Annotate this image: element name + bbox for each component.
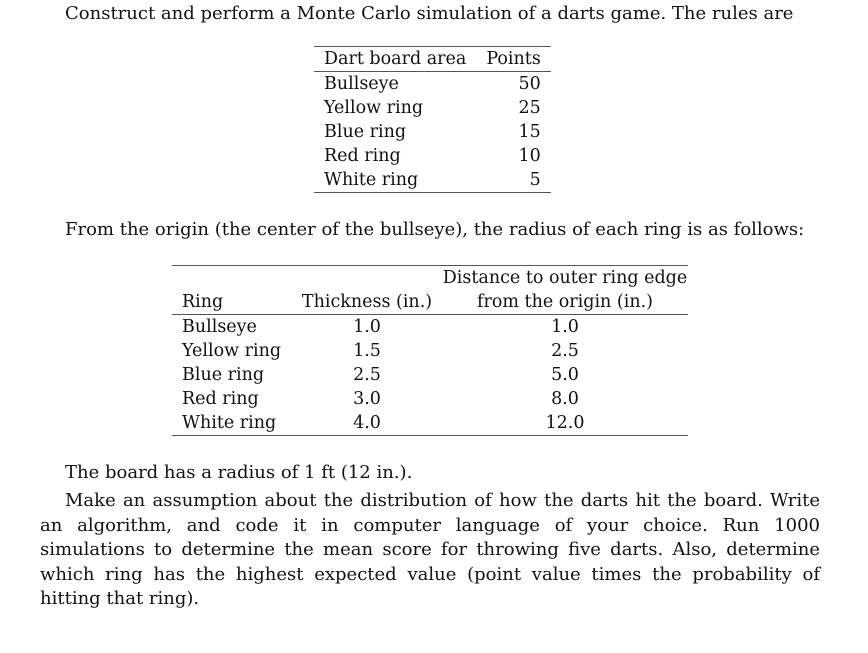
distance-cell: 2.5: [551, 341, 579, 361]
table-row: [314, 96, 551, 120]
table-row: [172, 339, 688, 363]
table-row: [314, 144, 551, 168]
points-cell: 10: [518, 146, 541, 166]
header-points: Points: [486, 49, 541, 69]
area-cell: Bullseye: [324, 74, 399, 94]
radius-intro-text: From the origin (the center of the bullseye), the radius of each ring is as follows:: [65, 219, 805, 240]
area-cell: White ring: [324, 170, 419, 190]
distance-cell: 1.0: [551, 317, 579, 337]
ring-cell: Blue ring: [182, 365, 265, 385]
header-area: Dart board area: [324, 49, 467, 69]
thickness-cell: 3.0: [353, 389, 381, 409]
points-cell: 25: [518, 98, 541, 118]
radius-table-header-top: [172, 266, 688, 291]
distance-cell: 12.0: [545, 413, 585, 433]
area-cell: Red ring: [324, 146, 401, 166]
area-cell: Blue ring: [324, 122, 407, 142]
area-cell: Yellow ring: [324, 98, 424, 118]
ring-cell: Bullseye: [182, 317, 257, 337]
table-row: [314, 120, 551, 144]
table-row: [314, 168, 551, 193]
ring-cell: Red ring: [182, 389, 259, 409]
header-distance-line1: Distance to outer ring edge: [442, 268, 688, 288]
distance-cell: 8.0: [551, 389, 579, 409]
header-thickness: Thickness (in.): [301, 292, 433, 312]
points-cell: 15: [518, 122, 541, 142]
table-row: [172, 387, 688, 411]
distance-cell: 5.0: [551, 365, 579, 385]
thickness-cell: 4.0: [353, 413, 381, 433]
table-row: [172, 315, 688, 340]
thickness-cell: 2.5: [353, 365, 381, 385]
thickness-cell: 1.5: [353, 341, 381, 361]
table-row: [314, 72, 551, 97]
table-row: [172, 363, 688, 387]
intro-text: Construct and perform a Monte Carlo simulation of a darts game. The rules are: [65, 3, 794, 24]
radius-table-header: [172, 290, 688, 315]
board-radius-text: The board has a radius of 1 ft (12 in.).: [65, 462, 413, 483]
task-paragraph: Make an assumption about the distribution of how the darts hit the board. Write an algorithm, and code it in computer language of your choice. Run 1000 simulations to determine the mean score for throwing five darts. Also, determine which ring has the highest expected value (point value times the probability of hitting that ring).: [40, 490, 820, 609]
header-ring: Ring: [182, 292, 224, 312]
ring-cell: White ring: [182, 413, 277, 433]
header-distance-line2: from the origin (in.): [477, 292, 653, 312]
points-table-header: [314, 47, 551, 72]
points-cell: 5: [529, 170, 541, 190]
points-table: [314, 46, 551, 193]
radius-table: [172, 265, 688, 436]
ring-cell: Yellow ring: [182, 341, 282, 361]
points-cell: 50: [518, 74, 541, 94]
thickness-cell: 1.0: [353, 317, 381, 337]
table-row: [172, 411, 688, 436]
